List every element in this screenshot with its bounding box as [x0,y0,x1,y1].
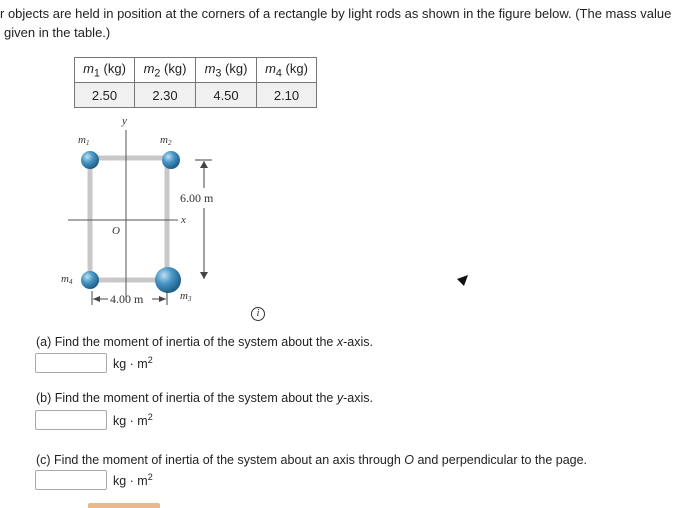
answer-b-input[interactable] [35,410,107,430]
mass-header-m4: $m_4$ (kg) [257,58,317,83]
y-axis-label: y [122,115,127,127]
question-b: (b) Find the moment of inertia of the system about the y-axis. [36,391,373,405]
origin-label: O [112,225,120,237]
label-m3: m3 [180,290,192,303]
answer-c-unit: kg · $m^2$ [113,472,153,489]
label-m2: m2 [160,134,172,147]
answer-a-input[interactable] [35,353,107,373]
answer-a-unit: kg · $m^2$ [113,355,153,372]
mass-m1 [81,151,99,169]
submit-button-partial[interactable] [88,503,160,508]
mass-header-m2: $m_2$ (kg) [135,58,196,83]
width-dim-label: 4.00 m [110,292,144,306]
rectangle-figure [50,108,250,308]
label-m1: m1 [78,134,90,147]
mass-m4 [81,271,99,289]
label-m4: m4 [61,273,73,286]
mass-m3 [155,267,181,293]
width-dim-arrow-right [159,296,166,302]
cursor-icon [457,275,469,291]
width-dim-arrow-left [93,296,100,302]
mass-value-m4: 2.10 [257,83,317,108]
answer-b-unit: kg · $m^2$ [113,412,153,429]
mass-table [74,57,317,108]
mass-value-m3: 4.50 [196,83,257,108]
problem-text-line-2: given in the table.) [4,25,111,40]
height-dim-arrow-down [200,272,208,279]
height-dim-label: 6.00 m [180,191,214,205]
mass-header-m1: $m_1$ (kg) [75,58,135,83]
mass-value-m2: 2.30 [135,83,196,108]
answer-c-input[interactable] [35,470,107,490]
mass-table-header-row [75,58,317,83]
x-axis-label: x [181,214,186,226]
problem-text-line-1: r objects are held in position at the corners of a rectangle by light rods as shown in the figure below. (The mass value [0,6,672,21]
mass-header-m3: $m_3$ (kg) [196,58,257,83]
question-a: (a) Find the moment of inertia of the system about the x-axis. [36,335,373,349]
mass-value-m1: 2.50 [75,83,135,108]
mass-m2 [162,151,180,169]
mass-table-value-row [75,83,317,108]
question-c: (c) Find the moment of inertia of the system about an axis through O and perpendicular to the page. [36,453,588,467]
height-dim-arrow-up [200,161,208,168]
info-icon[interactable]: i [251,307,265,321]
